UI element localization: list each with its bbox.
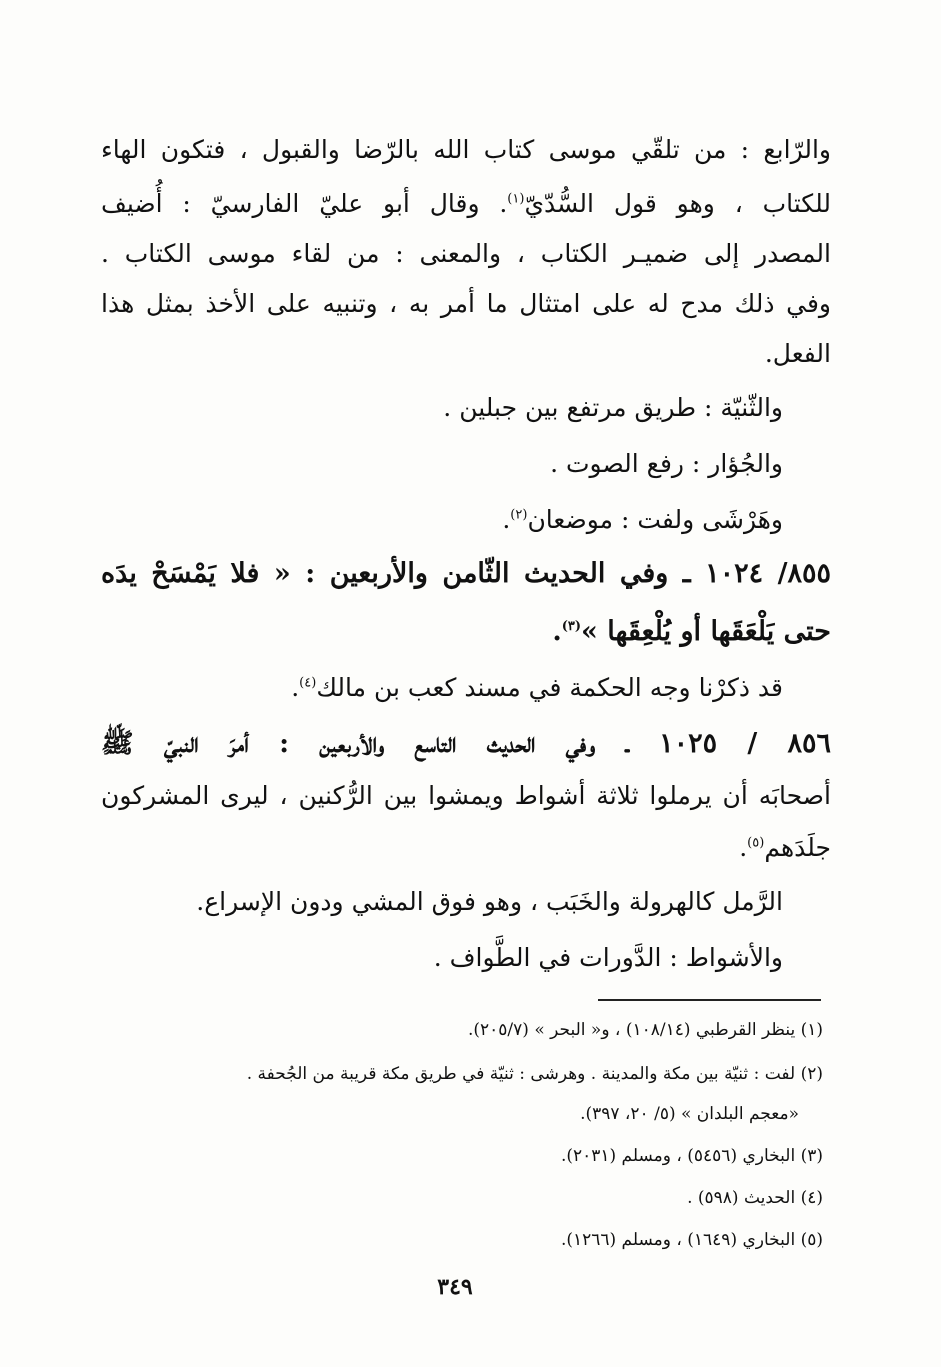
page-number: ٣٤٩ [437,1274,473,1300]
text-line: وفي ذلك مدح له على امتثال ما أمر به ، وتنبيه على الأخذ بمثل هذا [101,289,831,318]
definition-line: والأشواط : الدَّورات في الطَّواف . [433,943,783,972]
footnote-ref[interactable]: (١) [507,191,525,207]
footnote: (٤) الحديث (٥٩٨) . [687,1188,823,1208]
definition-line: الرَّمل كالهرولة والخَبَب ، وهو فوق المشي ودون الإسراع. [196,887,783,916]
definition-line: والثّنيّة : طريق مرتفع بين جبلين . [443,393,783,422]
commentary-line: قد ذكرْنا وجه الحكمة في مسند كعب بن مالك$^{(٤)}$. [291,673,783,702]
text-line: الفعل. [764,339,831,368]
footnote-ref[interactable]: (٢) [510,507,528,523]
text-line: المصدر إلى ضميـر الكتاب ، والمعنى : من لقاء موسى الكتاب . [101,239,831,268]
hadith-heading: حتى يَلْعَقَها أو يُلْعِقَها »$^{(٣)}$. [552,616,831,647]
footnote: (١) ينظر القرطبي (١٠٨/١٤) ، و« البحر » (٢٠٥/٧). [467,1020,823,1040]
definition-line: وهَرْشَى ولفت : موضعان$^{(٢)}$. [502,505,783,534]
footnote-separator [598,999,821,1001]
text-line: أصحابَه أن يرملوا ثلاثة أشواط ويمشوا بين الرُّكنين ، ليرى المشركون [101,781,831,810]
text-line: للكتاب ، وهو قول السُّدّيّ$^{(١)}$. وقال أبو عليّ الفارسيّ : أُضيف [101,189,831,218]
footnote: (٣) البخاري (٥٤٥٦) ، ومسلم (٢٠٣١). [560,1146,823,1166]
text-line: جلَدَهم$^{(٥)}$. [739,833,831,862]
footnote: (٢) لفت : ثنيّة بين مكة والمدينة . وهرشى : ثنيّة في طريق مكة قريبة من الجُحفة . [246,1064,823,1084]
footnote: (٥) البخاري (١٦٤٩) ، ومسلم (١٢٦٦). [560,1230,823,1250]
footnote-ref[interactable]: (٥) [747,835,765,851]
hadith-heading: ٨٥٥/ ١٠٢٤ ـ وفي الحديث الثّامن والأربعين : « فلا يَمْسَحْ يدَه [101,558,831,589]
footnote: «معجم البلدان » (٥/ ٢٠، ٣٩٧). [580,1104,799,1124]
text-line: والرّابع : من تلقّي موسى كتاب الله بالرّضا والقبول ، فتكون الهاء [101,135,831,164]
hadith-heading: ٨٥٦ / ١٠٢٥ ـ وفي الحديث التاسع والأربعين : أمرَ النبيّ ﷺ [101,728,831,759]
footnote-ref[interactable]: (٣) [561,619,582,634]
definition-line: والجُؤار : رفع الصوت . [550,449,783,478]
footnote-ref[interactable]: (٤) [299,675,317,691]
